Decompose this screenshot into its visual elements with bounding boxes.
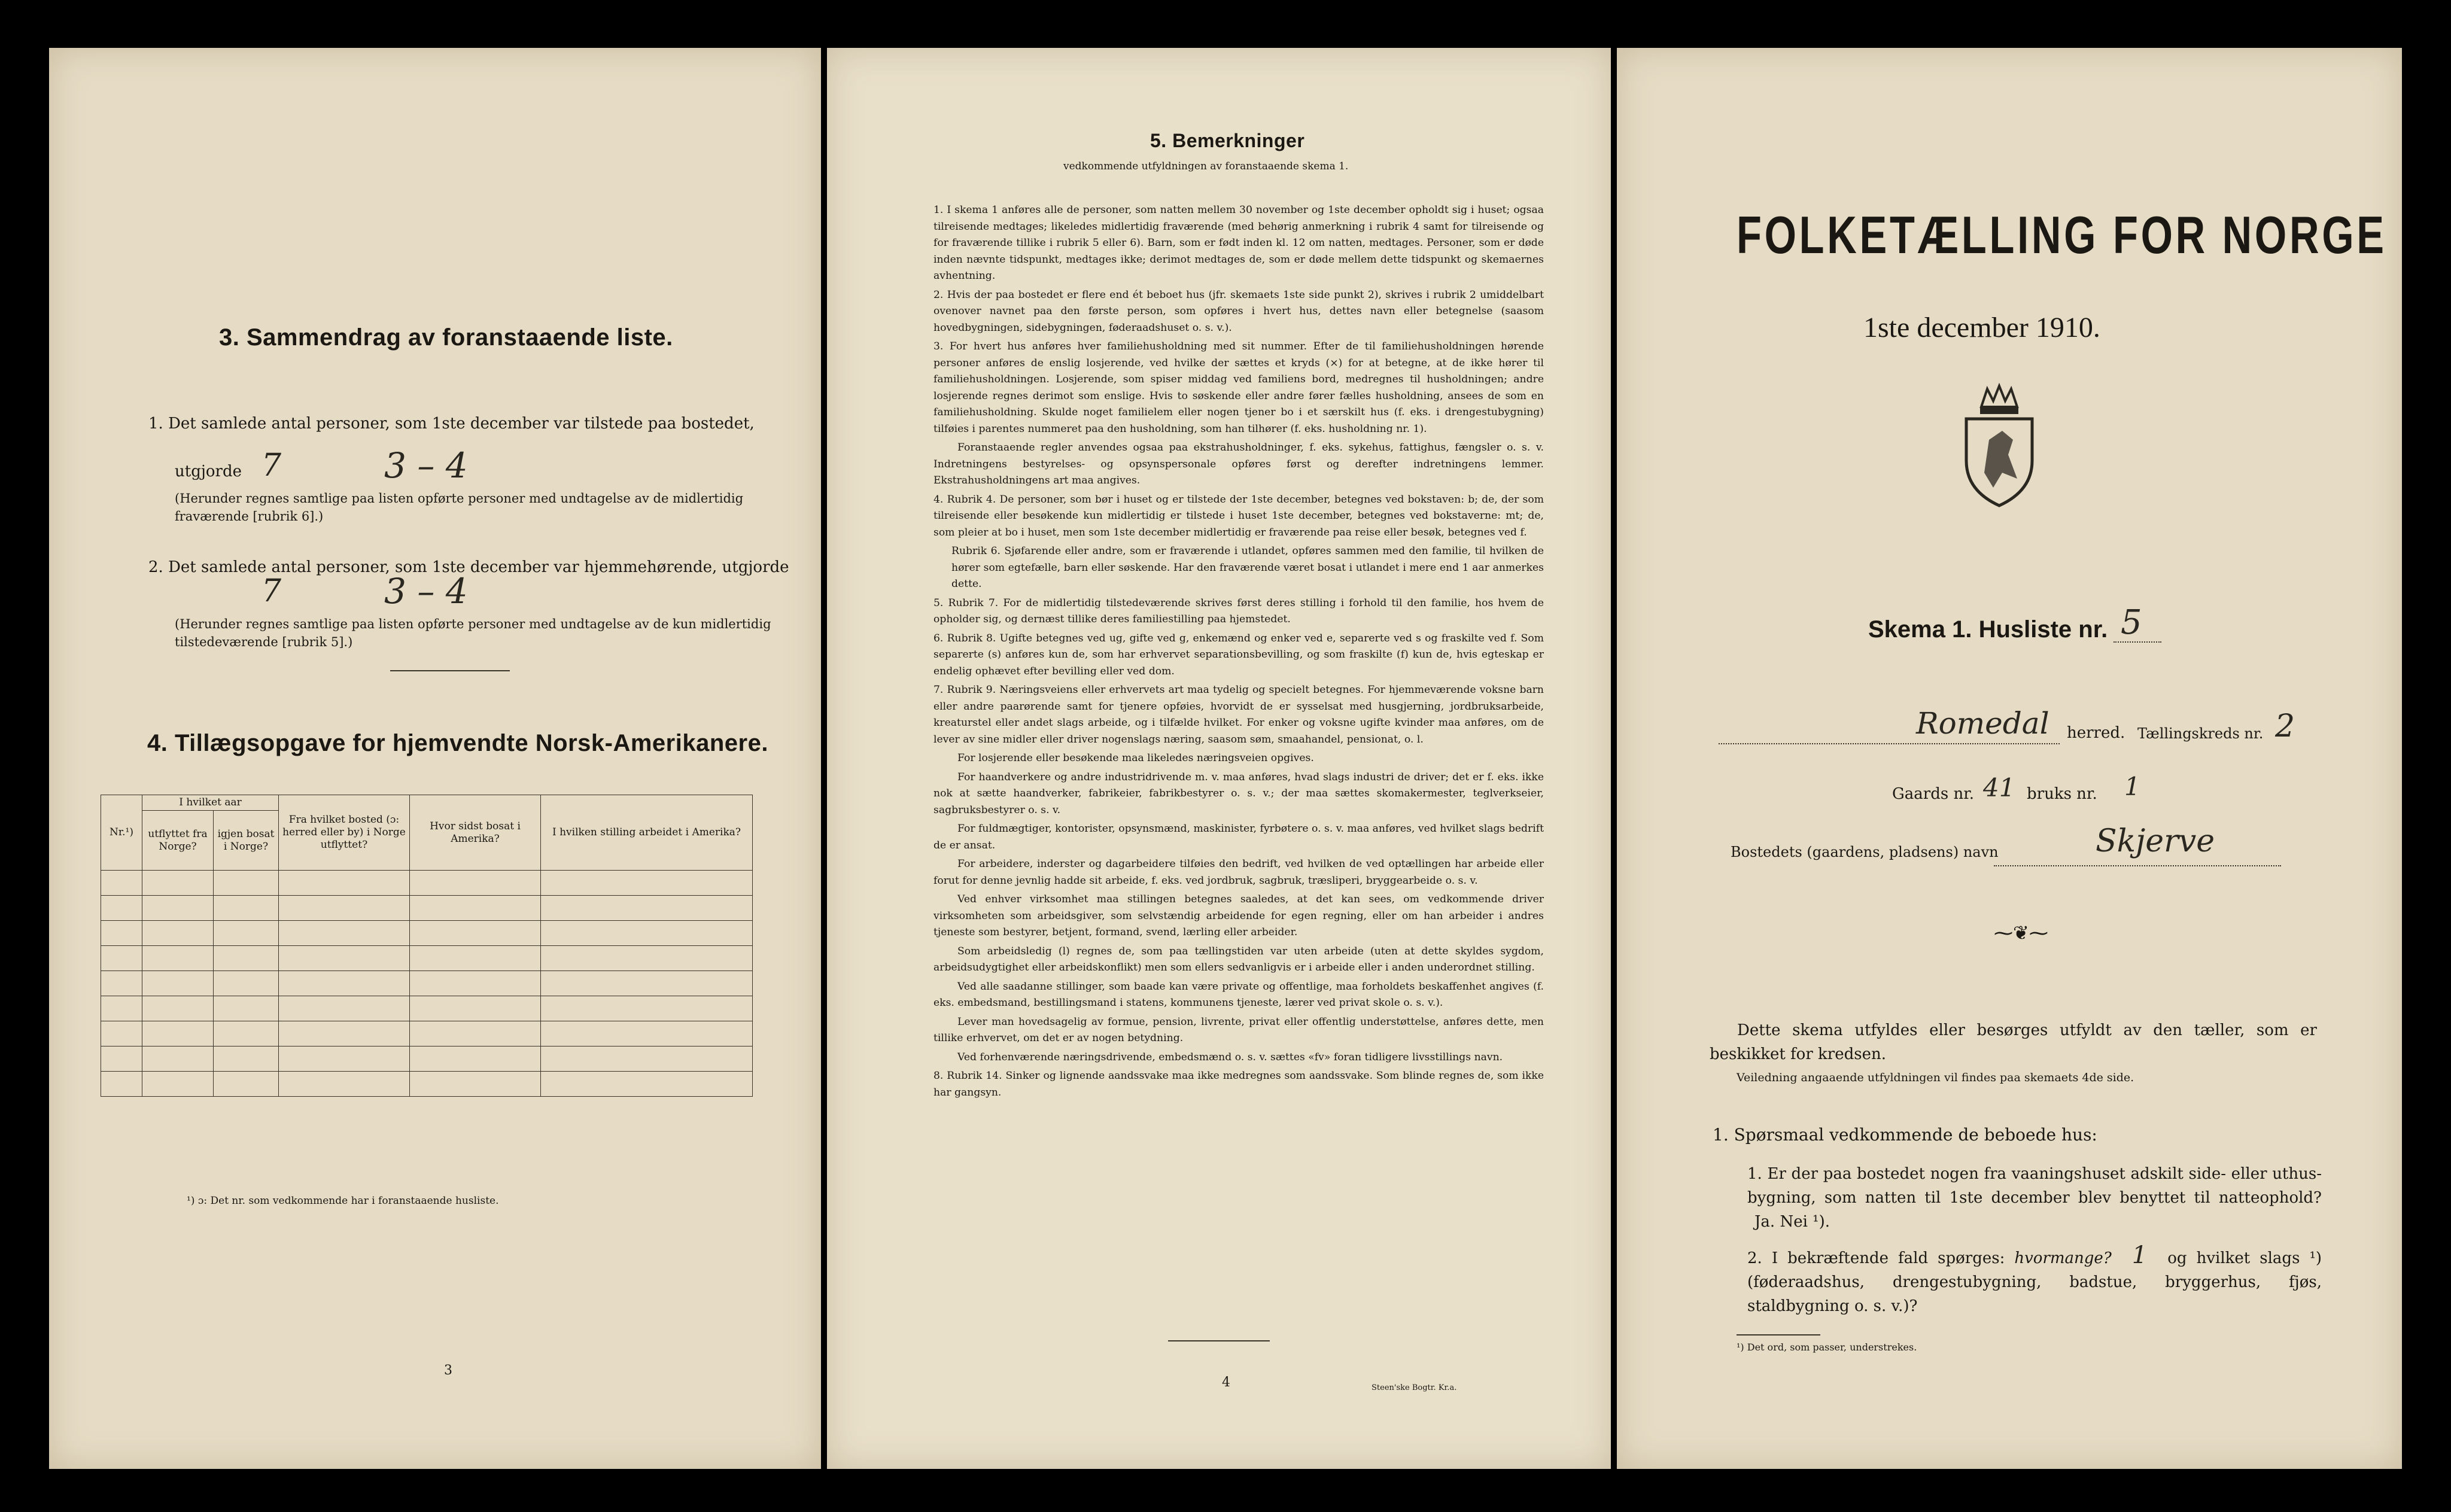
remarks-title: 5. Bemerkninger bbox=[1150, 130, 1305, 151]
page1-footnote: ¹) Det ord, som passer, understrekes. bbox=[1737, 1341, 1917, 1353]
col-stilling: I hvilken stilling arbeidet i Amerika? bbox=[541, 795, 753, 871]
printer-imprint: Steen'ske Bogtr. Kr.a. bbox=[1372, 1383, 1457, 1392]
page-1 bbox=[1617, 48, 2402, 1469]
ornament-icon: ⁓❦⁓ bbox=[1994, 921, 2048, 944]
question-2-rest: og hvilket slags ¹) (føderaadshus, drengestubygning, badstue, bryggerhus, fjøs, staldbygning o. s. v.)? bbox=[1747, 1249, 2322, 1315]
remark-item: For fuldmægtiger, kontorister, opsynsmænd, maskinister, fyrbøtere o. s. v. maa anføres, ved hvilket slags bedrift de er ansat. bbox=[933, 823, 1544, 851]
herred-label: herred. bbox=[2067, 724, 2125, 742]
remark-item: Ved enhver virksomhet maa stillingen betegnes saaledes, at det kan sees, om vedkommende driver virksomheten som arbeidsgiver, som selvstændig arbeidende for egen regning, eller om han arbeider i andres tjeneste som bestyrer, betjent, formand, svend, lærling eller arbeider. bbox=[933, 893, 1544, 938]
hw-count-1: 7 bbox=[261, 448, 282, 483]
question-2 bbox=[1747, 1243, 2322, 1318]
s3-item1-utgjorde: utgjorde bbox=[175, 463, 242, 480]
main-title: FOLKETÆLLING FOR NORGE bbox=[1737, 205, 2387, 264]
bosted-label: Bostedets (gaardens, pladsens) navn bbox=[1731, 844, 1999, 860]
question-header: 1. Spørsmaal vedkommende de beboede hus: bbox=[1713, 1125, 2097, 1145]
bosted-value: Skjerve bbox=[2096, 823, 2215, 859]
remarks-subtitle: vedkommende utfyldningen av foranstaaende skema 1. bbox=[1063, 160, 1349, 172]
table-row bbox=[101, 946, 753, 971]
table-row bbox=[101, 1046, 753, 1072]
question-1 bbox=[1747, 1162, 2322, 1234]
table-row bbox=[101, 871, 753, 896]
section-3-title: 3. Sammendrag av foranstaaende liste. bbox=[219, 324, 673, 351]
table-row bbox=[101, 896, 753, 921]
herred-value: Romedal bbox=[1916, 706, 2049, 741]
col-bosat: igjen bosat i Norge? bbox=[214, 811, 279, 871]
gaards-nr: 41 bbox=[1983, 773, 2015, 802]
norsk-amerikanere-table bbox=[101, 795, 753, 1097]
question-2-count: 1 bbox=[2131, 1242, 2148, 1269]
remark-item: Lever man hovedsagelig av formue, pension, livrente, privat eller offentlig understøttelse, anføres dette, men tillike erhvervet, om det er av nogen betydning. bbox=[933, 1015, 1544, 1044]
col-sidst-bosat: Hvor sidst bosat i Amerika? bbox=[410, 795, 541, 871]
remark-item: 3. For hvert hus anføres hver familiehusholdning med sit nummer. Efter de til familiehusholdningen hørende personer anføres de enslig losjerende, ved hvilke der sættes et kryds (×) for at betegne, at de ikke hører til familiehusholdningen. Losjerende, som spiser middag ved familiens bord, medregnes til husholdningen; andre losjerende regnes derimot som enslige. Hvis to søskende eller andre fører fælles husholdning, ansees de som en familiehusholdning. Skulde noget familielem eller nogen tjener bo i et særskilt hus (f. eks. i drengestubygning) tilføies i parentes nummeret paa den husholdning, som han tilhører (f. eks. husholdning nr. 1). bbox=[933, 340, 1544, 435]
divider bbox=[1737, 1334, 1820, 1335]
remark-item: 2. Hvis der paa bostedet er flere end ét beboet hus (jfr. skemaets 1ste side punkt 2), skrives i rubrik 2 umiddelbart ovenover navnet paa den første person, som opføres i hvert hus, dettes navn eller betegnelse (saasom hovedbygningen, sidebygningen, føderaadshuset o. s. v.). bbox=[933, 288, 1544, 334]
remark-item: For losjerende eller besøkende maa likeledes næringsveien opgives. bbox=[957, 752, 1314, 764]
remarks-list bbox=[933, 202, 1544, 1103]
remark-item: 7. Rubrik 9. Næringsveiens eller erhvervets art maa tydelig og specielt betegnes. For hjemmeværende voksne barn eller andre paarørende samt for tjenere opføies, hvorvidt de er sysselsat med husgjerning, jordbruksarbeide, kreaturstel eller andet slags arbeide, og i tilfælde hvilket. For enker og voksne ugifte kvinder maa anføres, om de lever av sine midler eller driver nogenslags næring, saasom søm, smaahandel, pensionat, o. l. bbox=[933, 684, 1544, 746]
kreds-nr: 2 bbox=[2275, 708, 2295, 744]
remark-item: For arbeidere, inderster og dagarbeidere tilføies den bedrift, ved hvilken de ved optællingen har arbeide eller forut for denne jevnlig hadde sit arbeide, f. eks. ved jordbruk, sagbruk, træsliperi, bryggearbeide o. s. v. bbox=[933, 858, 1544, 887]
husliste-nr: 5 bbox=[2121, 603, 2142, 642]
divider bbox=[390, 670, 510, 671]
hw-range-1: 3 – 4 bbox=[384, 445, 468, 486]
question-2-start: 2. I bekræftende fald spørges: bbox=[1747, 1249, 2005, 1267]
table-row bbox=[101, 921, 753, 946]
remark-item: 6. Rubrik 8. Ugifte betegnes ved ug, gifte ved g, enkemænd og enker ved e, separerte ved s og fraskilte ved f. Som separerte (s) anføres kun de, som har erhvervet separationsbevilling, og som fraskilte (f) kun de, hvis egteskap er endelig ophævet efter bevilling eller ved dom. bbox=[933, 632, 1544, 677]
page-number-4: 4 bbox=[1222, 1375, 1230, 1390]
hw-range-2: 3 – 4 bbox=[384, 571, 468, 612]
remark-item: For haandverkere og andre industridrivende m. v. maa anføres, hvad slags industri de driver; det er f. eks. ikke nok at sætte haandverker, fabrikeier, fabrikbestyrer o. s. v.; der maa sættes skomakermester, teglverkseier, sagbruksbestyrer o. s. v. bbox=[933, 771, 1544, 816]
kreds-label: Tællingskreds nr. bbox=[2137, 725, 2264, 742]
page-4 bbox=[827, 48, 1611, 1469]
table-row bbox=[101, 1072, 753, 1097]
table-row bbox=[101, 996, 753, 1021]
table-footnote: ¹) ɔ: Det nr. som vedkommende har i foranstaaende husliste. bbox=[187, 1195, 499, 1207]
intro-text: Dette skema utfyldes eller besørges utfyldt av den tæller, som er beskikket for kredsen. bbox=[1710, 1021, 2317, 1063]
remark-item: 1. I skema 1 anføres alle de personer, som natten mellem 30 november og 1ste december opholdt sig i huset; ogsaa tilreisende medtages; likeledes midlertidig fraværende (med behørig anmerkning i rubrik 4 samt for tilreisende og for fraværende tillike i rubrik 5 eller 6). Barn, som er født inden kl. 12 om natten, medtages. Personer, som er døde inden nævnte tidspunkt, medtages ikke; derimot medtages de, som er døde mellem dette tidspunkt og skemaernes avhentning. bbox=[933, 204, 1544, 282]
page-3 bbox=[49, 48, 821, 1469]
remark-item: Rubrik 6. Sjøfarende eller andre, som er fraværende i utlandet, opføres sammen med den familie, til hvilken de hører som egtefælle, barn eller søskende. Har den fraværende været bosat i utlandet i mere end 1 aar anmerkes dette. bbox=[951, 545, 1544, 590]
col-nr: Nr.¹) bbox=[101, 795, 142, 871]
question-1-answer: Ja. Nei ¹). bbox=[1754, 1213, 1830, 1231]
remark-item: 4. Rubrik 4. De personer, som bør i huset og er tilstede der 1ste december, betegnes ved bokstaven: b; de, der som tilreisende eller besøkende kun midlertidig er tilstede i huset 1ste december, betegnes ved bokstaverne: mt; de, som pleier at bo i huset, men som 1ste december midlertidig er fraværende paa reise eller besøk, betegnes ved f. bbox=[933, 493, 1544, 539]
section-4-title: 4. Tillægsopgave for hjemvendte Norsk-Amerikanere. bbox=[147, 730, 768, 756]
col-group-aar: I hvilket aar bbox=[142, 795, 279, 811]
bosted-line bbox=[1994, 865, 2281, 866]
bruks-nr: 1 bbox=[2124, 772, 2140, 801]
remark-item: Som arbeidsledig (l) regnes de, som paa tællingstiden var uten arbeide (uten at dette skyldes sygdom, arbeidsudygtighet eller arbeidskonflikt) men som ellers sedvanligvis er i arbeide eller i anden underordnet stilling. bbox=[933, 945, 1544, 973]
question-2-hvormange: hvormange? bbox=[2014, 1249, 2112, 1267]
remark-item: 8. Rubrik 14. Sinker og lignende aandssvake maa ikke medregnes som aandssvake. Som blinde regnes de, som ikke har gangsyn. bbox=[933, 1070, 1544, 1099]
herred-line bbox=[1719, 743, 2060, 744]
col-fra-bosted: Fra hvilket bosted (ɔ: herred eller by) i Norge utflyttet? bbox=[279, 795, 410, 871]
skema-label: Skema 1. Husliste nr. bbox=[1868, 616, 2108, 643]
col-utflyttet: utflyttet fra Norge? bbox=[142, 811, 214, 871]
s3-item2-note: (Herunder regnes samtlige paa listen opførte personer med undtagelse av de kun midlertidig tilstedeværende [rubrik 5].) bbox=[175, 617, 771, 649]
question-1-text: 1. Er der paa bostedet nogen fra vaaningshuset adskilt side- eller uthus-bygning, som natten til 1ste december blev benyttet til natteophold? bbox=[1747, 1165, 2322, 1207]
coat-of-arms-icon bbox=[1960, 383, 2038, 511]
s3-item1-note: (Herunder regnes samtlige paa listen opførte personer med undtagelse av de midlertidig fraværende [rubrik 6].) bbox=[175, 491, 744, 524]
table-row bbox=[101, 1021, 753, 1046]
bruks-label: bruks nr. bbox=[2027, 785, 2097, 803]
s3-item2-line1: 2. Det samlede antal personer, som 1ste december var hjemmehørende, utgjorde bbox=[148, 558, 789, 576]
remark-item: Ved forhenværende næringsdrivende, embedsmænd o. s. v. sættes «fv» foran tidligere livsstillings navn. bbox=[957, 1051, 1503, 1063]
hw-count-2: 7 bbox=[261, 573, 282, 609]
remark-item: Foranstaaende regler anvendes ogsaa paa ekstrahusholdninger, f. eks. sykehus, fattighus, fængsler o. s. v. Indretningens bestyrelses- og opsynspersonale opføres først og derefter indretningens lemmer. Ekstrahusholdningens art maa angives. bbox=[933, 442, 1544, 486]
divider bbox=[1168, 1340, 1270, 1341]
table-row bbox=[101, 971, 753, 996]
veiledning-text: Veiledning angaaende utfyldningen vil findes paa skemaets 4de side. bbox=[1737, 1071, 2134, 1084]
census-date: 1ste december 1910. bbox=[1863, 312, 2100, 343]
s3-item1-line1: 1. Det samlede antal personer, som 1ste december var tilstede paa bostedet, bbox=[148, 415, 755, 433]
husliste-line bbox=[2114, 641, 2161, 643]
remark-item: 5. Rubrik 7. For de midlertidig tilstedeværende skrives først deres stilling i forhold til den familie, hos hvem de opholder sig, og dernæst tillike deres familiestilling paa hjemstedet. bbox=[933, 597, 1544, 625]
gaards-label: Gaards nr. bbox=[1892, 785, 1975, 803]
page-number-3: 3 bbox=[444, 1363, 452, 1378]
remark-item: Ved alle saadanne stillinger, som baade kan være private og offentlige, maa forholdets beskaffenhet angives (f. eks. embedsmand, bestillingsmand i statens, kommunens tjeneste, lærer ved privat skole o. s. v.). bbox=[933, 980, 1544, 1009]
